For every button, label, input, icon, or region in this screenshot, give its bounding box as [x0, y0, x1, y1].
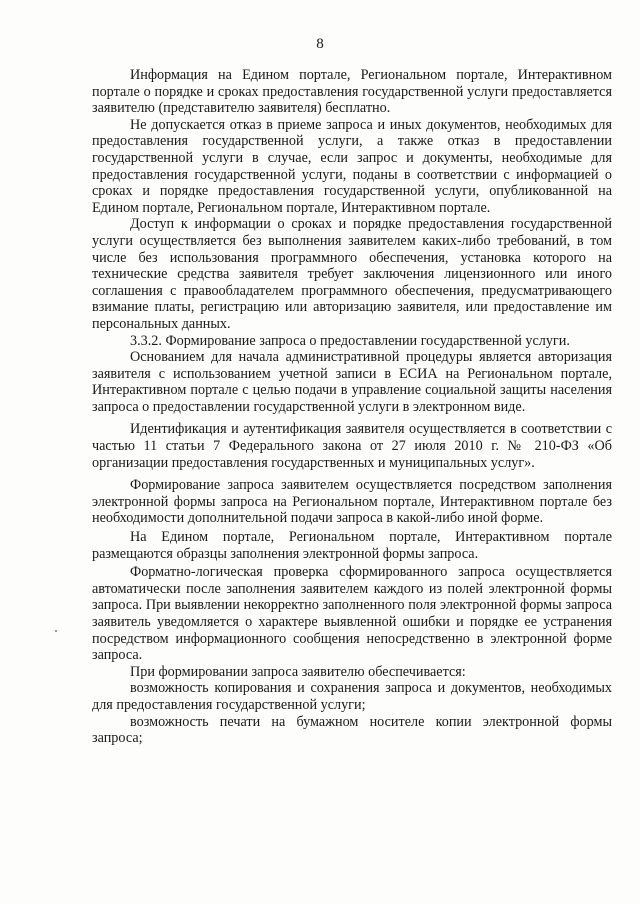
list-item-print-copy: возможность печати на бумажном носителе копии электронной формы запроса;: [92, 713, 612, 747]
scan-artifact-dot: [55, 630, 57, 632]
paragraph-identification: Идентификация и аутентификация заявителя осуществляется в соответствии с частью 11 статьи 7 Федерального закона от 27 июля 2010 г. № 210-ФЗ «Об организации предоставления государственных и муниципальных услуг».: [92, 421, 612, 471]
paragraph-information-access: Доступ к информации о сроках и порядке предоставления государственной услуги осуществляется без выполнения заявителем каких-либо требований, в том числе без использования программного обеспечения, установка которого на технические средства заявителя требует заключения лицензионного или иного соглашения с правообладателем программного обеспечения, предусматривающего взимание платы, регистрацию или авторизацию заявителя, или предоставление им персональных данных.: [92, 216, 612, 332]
list-item-copy-save: возможность копирования и сохранения запроса и документов, необходимых для предоставления государственной услуги;: [92, 680, 612, 713]
document-body: [92, 67, 612, 747]
paragraph-format-check: Форматно-логическая проверка сформированного запроса осуществляется автоматически после заполнения заявителем каждого из полей электронной формы запроса. При выявлении некорректно заполненного поля электронной формы запроса заявитель уведомляется о характере выявленной ошибки и порядке ее устранения посредством информационного сообщения непосредственно в электронной форме запроса.: [92, 564, 612, 664]
paragraph-procedure-basis: Основанием для начала административной процедуры является авторизация заявителя с использованием учетной записи в ЕСИА на Региональном портале, Интерактивном портале с целью подачи в управление социальной защиты населения запроса о предоставлении государственной услуги в электронном виде.: [92, 349, 612, 415]
page-number: 8: [316, 36, 324, 52]
section-heading-3-3-2: 3.3.2. Формирование запроса о предоставлении государственной услуги.: [130, 332, 570, 349]
paragraph-refusal-not-allowed: Не допускается отказ в приеме запроса и иных документов, необходимых для предоставления государственной услуги, а также отказ в предоставлении государственной услуги в случае, если запрос и документы, необходимые для предоставления государственной услуги, поданы в соответствии с информацией о сроках и порядке предоставления государственной услуги, опубликованной на Едином портале, Региональном портале, Интерактивном портале.: [92, 116, 612, 216]
paragraph-request-formation: Формирование запроса заявителем осуществляется посредством заполнения электронной формы запроса на Региональном портале, Интерактивном портале без необходимости дополнительной подачи запроса в какой-либо иной форме.: [92, 477, 612, 527]
paragraph-portal-information: Информация на Едином портале, Региональном портале, Интерактивном портале о порядке и сроках предоставления государственной услуги предоставляется заявителю (представителю заявителя) бесплатно.: [92, 67, 612, 117]
paragraph-form-samples: На Едином портале, Региональном портале, Интерактивном портале размещаются образцы заполнения электронной формы запроса.: [92, 529, 612, 562]
paragraph-provided-features: При формировании запроса заявителю обеспечивается:: [130, 663, 466, 680]
